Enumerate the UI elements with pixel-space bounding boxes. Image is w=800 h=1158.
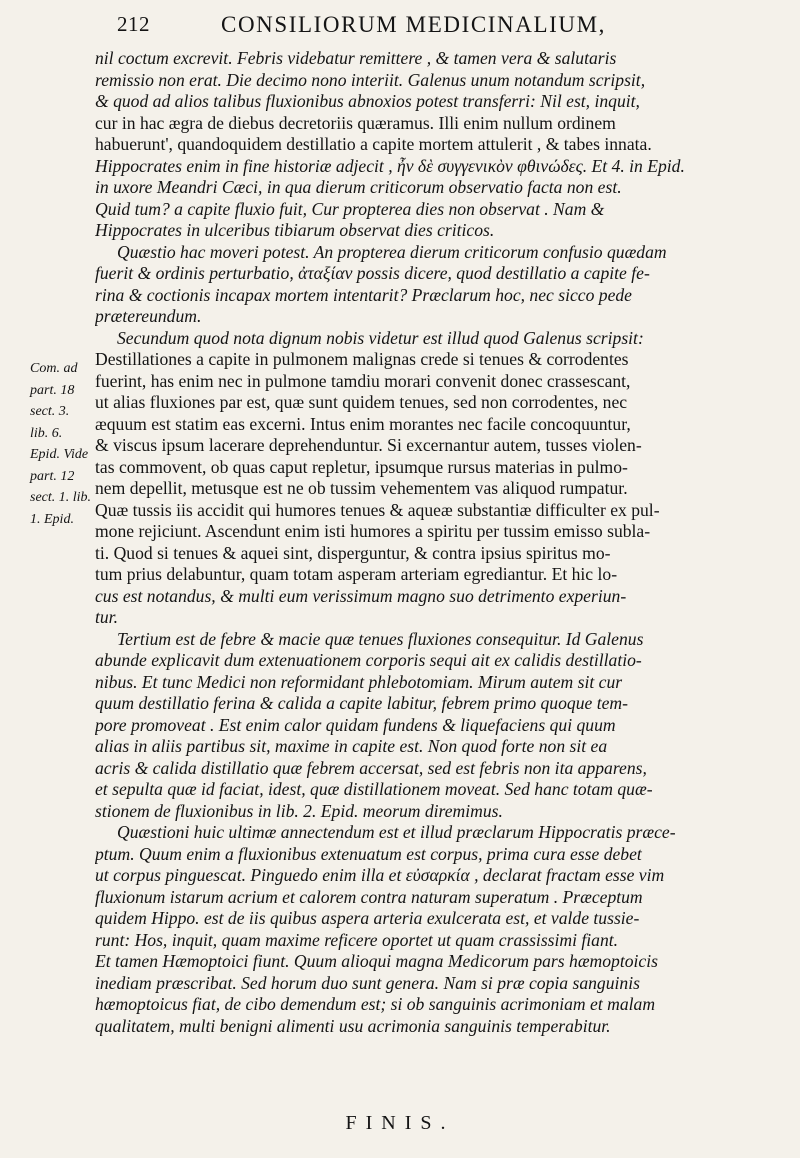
text-line: hæmoptoicus fiat, de cibo demendum est; si ob sanguinis acrimoniam et malam: [95, 994, 656, 1014]
margin-note: [30, 358, 94, 530]
text-line: pore promoveat . Est enim calor quidam fundens & liquefaciens qui quum: [95, 714, 616, 735]
text-line: Hippocrates enim in fine historiæ adjecit , ἦν δὲ συγγενικὸν φθινώδες. Et 4. in Epid.: [95, 155, 685, 176]
paragraph: [95, 629, 769, 823]
text-line: habuerunt', quandoquidem destillatio a capite mortem attulerit , & tabes innata.: [95, 134, 652, 154]
text-line: qualitatem, multi benigni alimenti usu acrimonia sanguinis temperabitur.: [95, 1015, 611, 1036]
paragraph: [95, 48, 769, 242]
margin-note-line: Com. ad: [30, 361, 78, 376]
text-line: tum prius delabuntur, quam totam asperam arteriam egrediantur. Et hic lo-: [95, 564, 618, 584]
text-line: ut alias fluxiones par est, quæ sunt quidem tenues, sed non corrodentes, nec: [95, 392, 628, 412]
text-line: cur in hac ægra de diebus decretoriis quæramus. Illi enim nullum ordinem: [95, 112, 616, 133]
margin-note-line: sect. 1. lib.: [30, 490, 92, 505]
text-line: quidem Hippo. est de iis quibus aspera arteria exulcerata est, et valde tussie-: [95, 908, 640, 928]
text-line: runt: Hos, inquit, quam maxime reficere oportet ut quam crassissimi fiant.: [95, 929, 619, 950]
margin-note-line: Epid. Vide: [30, 447, 89, 462]
text-line: Quæ tussis iis accidit qui humores tenues & aqueæ substantiæ difficulter ex pul-: [95, 499, 660, 520]
text-line: prætereundum.: [95, 306, 202, 326]
text-line: cus est notandus, & multi eum verissimum magno suo detrimento experiun-: [95, 585, 627, 606]
text-line: inediam præscribat. Sed horum duo sunt genera. Nam si præ copia sanguinis: [95, 972, 640, 993]
text-line: Quæstio hac moveri potest. An propterea dierum criticorum confusio quædam: [117, 241, 667, 262]
page-number: 212: [117, 12, 150, 36]
text-line: nibus. Et tunc Medici non reformidant phlebotomiam. Mirum autem sit cur: [95, 671, 623, 692]
text-line: tur.: [95, 607, 118, 627]
text-line: et sepulta quæ id faciat, idest, quæ distillationem moveat. Sed hanc totam quæ-: [95, 779, 653, 799]
text-line: fuerint, has enim nec in pulmone tamdiu morari convenit donec crassescant,: [95, 370, 631, 391]
text-line: æquum est statim eas excerni. Intus enim morantes nec facile concoquuntur,: [95, 413, 631, 434]
margin-note-line: part. 18: [30, 382, 75, 398]
paragraph: [95, 822, 769, 1037]
text-line: in uxore Meandri Cæci, in qua dierum criticorum observatio facta non est.: [95, 177, 622, 197]
margin-note-line: 1. Epid.: [30, 511, 74, 527]
text-line: stionem de fluxionibus in lib. 2. Epid. meorum diremimus.: [95, 800, 503, 821]
text-line: acris & calida distillatio quæ febrem accersat, sed est febris non ita apparens,: [95, 757, 647, 778]
text-line: quum destillatio ferina & calida a capite labitur, febrem primo quoque tem-: [95, 693, 628, 713]
margin-note-line: sect. 3.: [30, 404, 70, 419]
text-line: nil coctum excrevit. Febris videbatur remittere , & tamen vera & salutaris: [95, 48, 617, 68]
text-line: Tertium est de febre & macie quæ tenues fluxiones consequitur. Id Galenus: [117, 628, 644, 649]
text-line: ut corpus pinguescat. Pinguedo enim illa et εὐσαρκία , declarat fractam esse vim: [95, 865, 665, 885]
text-line: Hippocrates in ulceribus tibiarum observat dies criticos.: [95, 220, 495, 240]
text-line: mone rejiciunt. Ascendunt enim isti humores a spiritu per tussim emisso subla-: [95, 521, 651, 541]
text-line: rina & coctionis incapax mortem intentarit? Præclarum hoc, nec sicco pede: [95, 284, 632, 305]
text-line: fluxionum istarum acrium et calorem contra naturam superatum . Præceptum: [95, 886, 643, 907]
text-line: Destillationes a capite in pulmonem malignas crede si tenues & corrodentes: [95, 349, 629, 369]
main-text: [95, 48, 769, 1037]
text-line: alias in aliis partibus sit, maxime in capite est. Non quod forte non sit ea: [95, 736, 608, 756]
text-line: Quid tum? a capite fluxio fuit, Cur propterea dies non observat . Nam &: [95, 198, 605, 219]
text-line: & quod ad alios talibus fluxionibus abnoxios potest transferri: Nil est, inquit,: [95, 91, 640, 111]
page-header: [95, 12, 770, 48]
paragraph: [95, 242, 769, 328]
text-line: Quæstioni huic ultimæ annectendum est et illud præclarum Hippocratis præce-: [117, 822, 676, 842]
text-line: ti. Quod si tenues & aquei sint, disperguntur, & contra ipsius spiritus mo-: [95, 542, 611, 563]
margin-note-line: part. 12: [30, 468, 75, 484]
text-line: ptum. Quum enim a fluxionibus extenuatum est corpus, prima cura esse debet: [95, 843, 642, 864]
paragraph: [95, 328, 769, 629]
text-line: nem depellit, metusque est ne ob tussim vehementem vas aliquod rumpatur.: [95, 478, 628, 498]
text-line: fuerit & ordinis perturbatio, ἀταξίαν possis dicere, quod destillatio a capite fe-: [95, 263, 650, 283]
finis-label: FINIS.: [345, 1112, 455, 1134]
running-title: CONSILIORUM MEDICINALIUM,: [221, 12, 606, 37]
text-line: tas commovent, ob quas caput repletur, ipsumque rursus materias in pulmo-: [95, 456, 628, 477]
text-line: Et tamen Hæmoptoici fiunt. Quum alioqui magna Medicorum pars hæmoptoicis: [95, 951, 658, 971]
text-line: & viscus ipsum lacerare deprehenduntur. Si excernantur autem, tusses violen-: [95, 435, 642, 455]
text-line: remissio non erat. Die decimo nono interiit. Galenus unum notandum scripsit,: [95, 69, 646, 90]
text-line: abunde explicavit dum extenuationem corporis sequi ait ex calidis destillatio-: [95, 650, 642, 670]
margin-note-line: lib. 6.: [30, 425, 63, 441]
text-line: Secundum quod nota dignum nobis videtur est illud quod Galenus scripsit:: [117, 327, 644, 348]
